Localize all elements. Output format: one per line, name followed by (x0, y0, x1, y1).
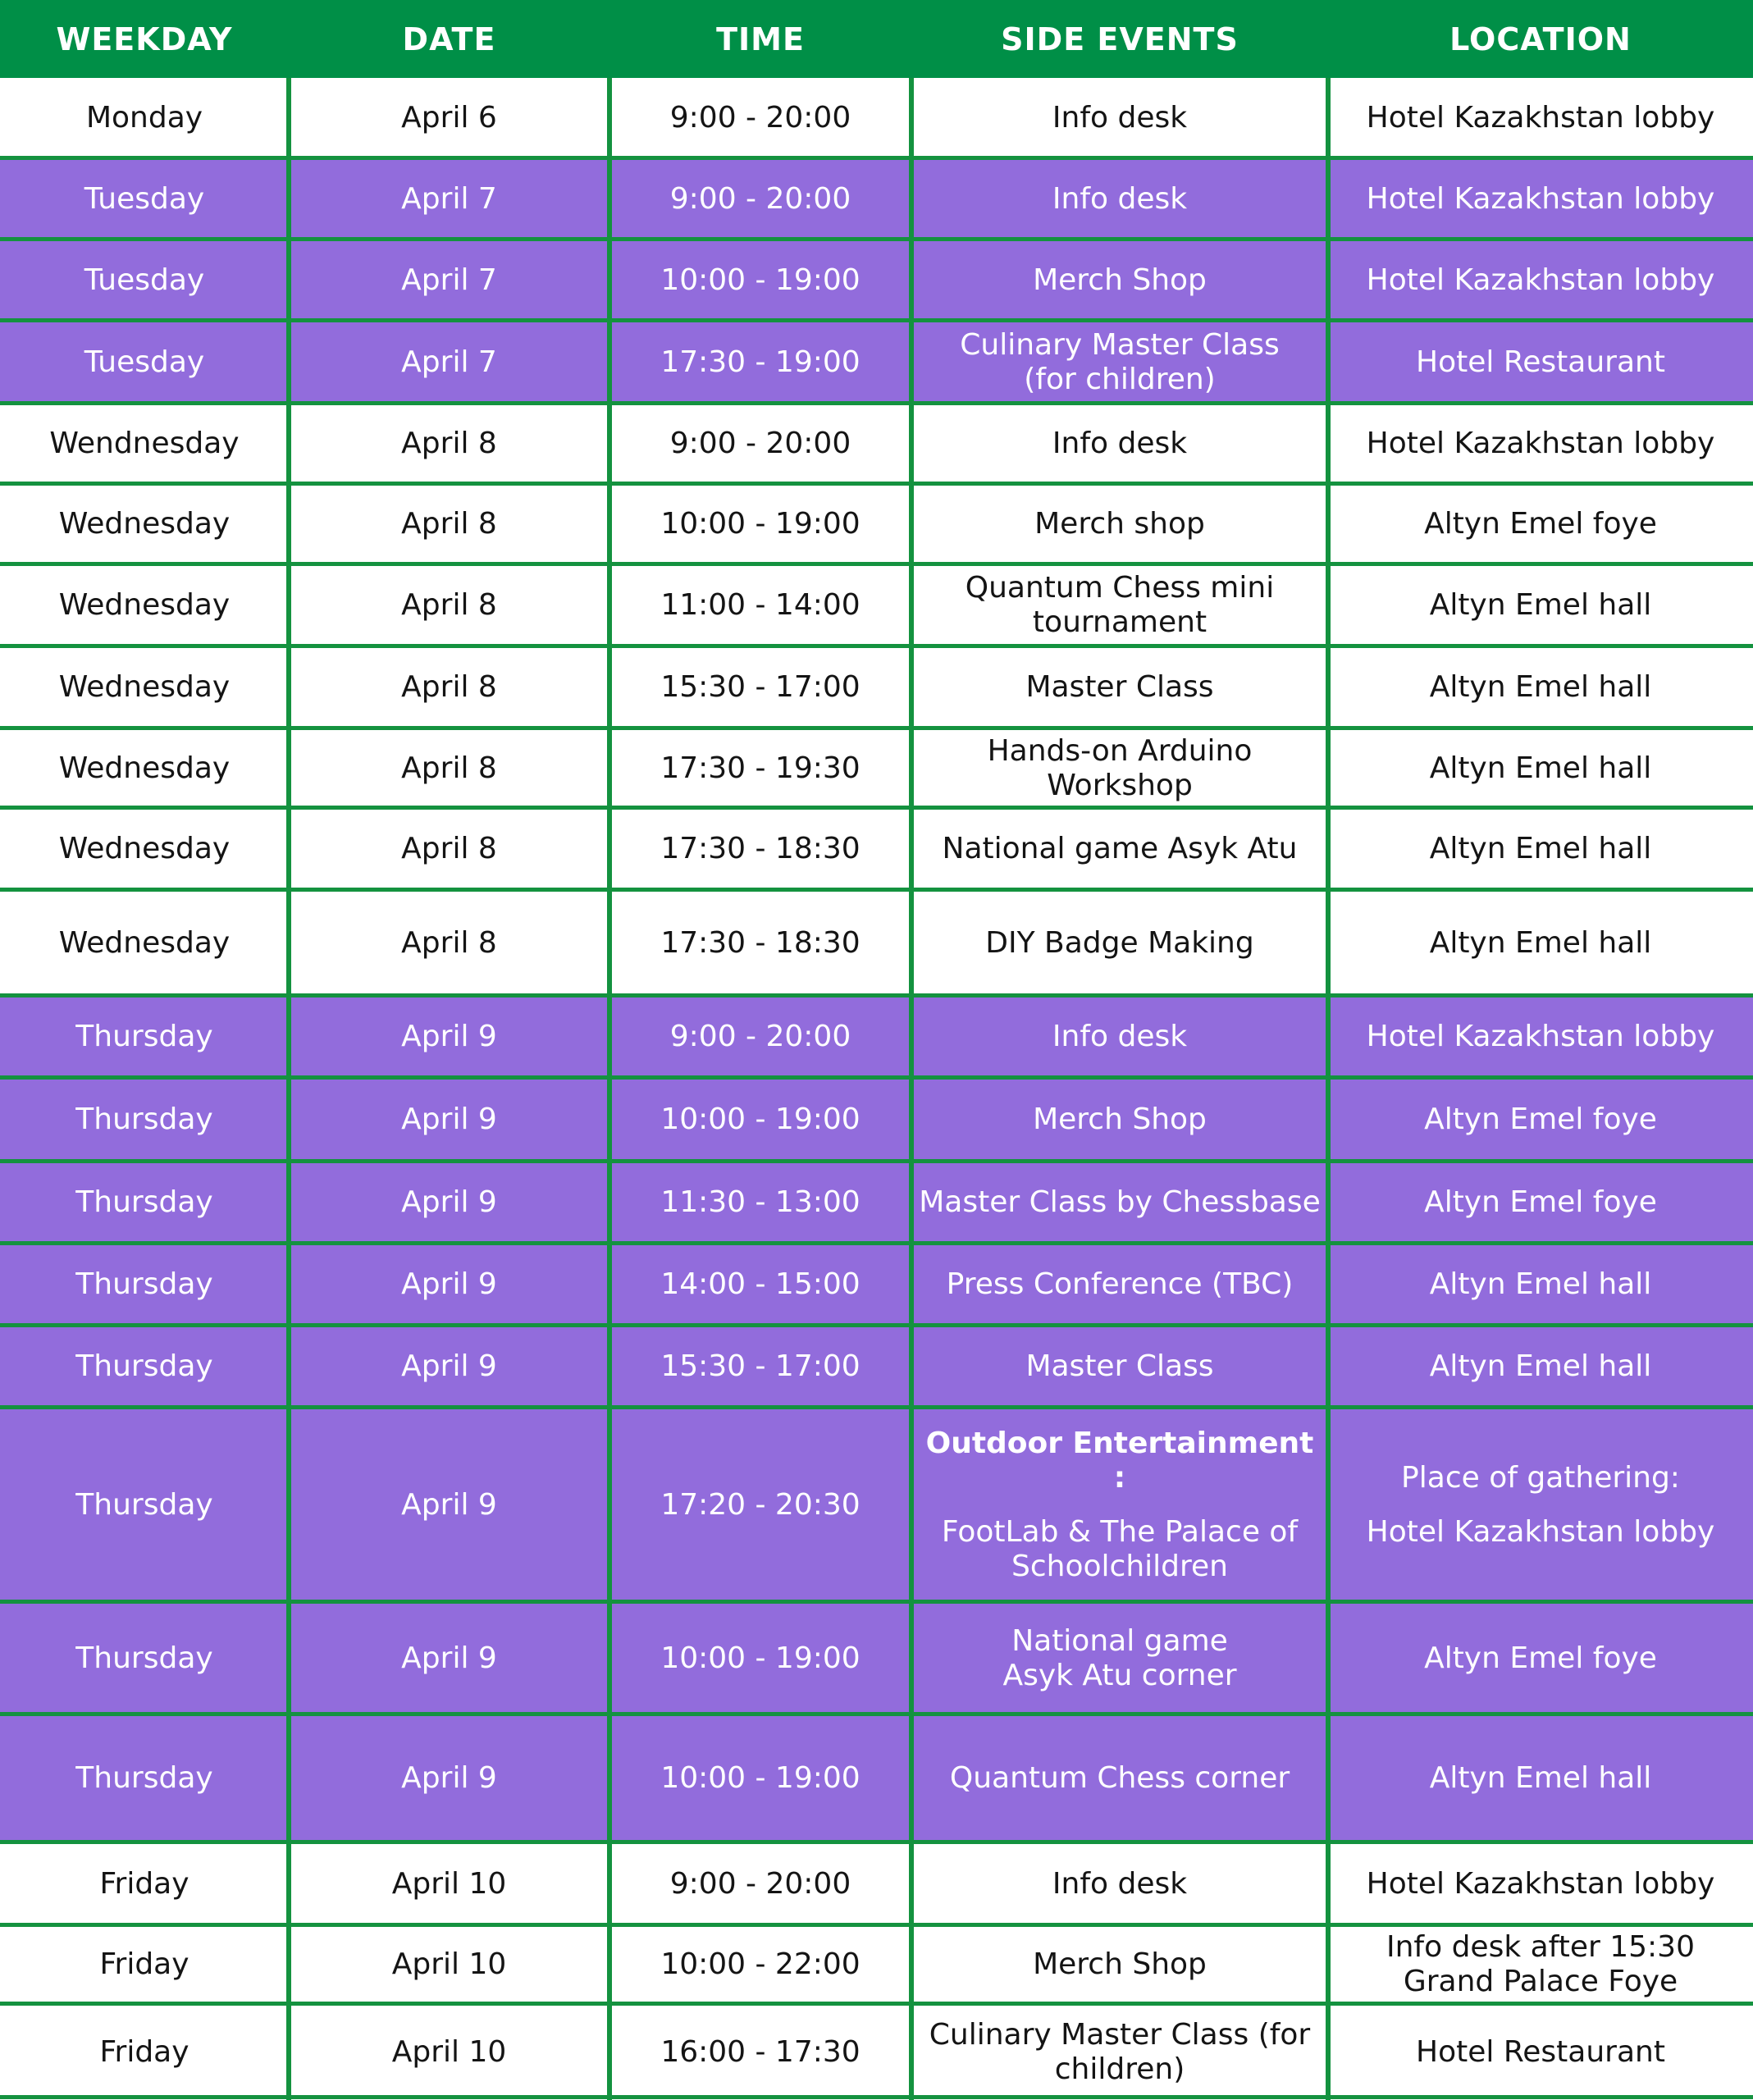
cell-text: Altyn Emel hall (1429, 1349, 1652, 1383)
cell-text: 17:30 - 18:30 (660, 832, 861, 865)
cell-text: April 9 (401, 1185, 497, 1219)
cell-text: 10:00 - 19:00 (660, 1641, 861, 1675)
cell-text: Merch shop (1034, 507, 1205, 541)
cell-date (289, 1244, 609, 1326)
cell-location (1328, 240, 1753, 321)
cell-text: Thursday (75, 1487, 213, 1522)
column-divider (1326, 78, 1331, 2100)
cell-text: April 7 (401, 345, 497, 379)
column-divider (286, 78, 291, 2100)
cell-weekday (0, 158, 289, 240)
cell-date (289, 646, 609, 728)
cell-date (289, 564, 609, 646)
cell-text: April 9 (401, 1267, 497, 1301)
cell-text: Altyn Emel hall (1429, 1267, 1652, 1301)
cell-weekday (0, 240, 289, 321)
cell-text: Schoolchildren (1011, 1549, 1228, 1583)
cell-time (609, 564, 911, 646)
cell-time (609, 484, 911, 564)
cell-date (289, 1842, 609, 1925)
cell-text: April 9 (401, 1020, 497, 1053)
cell-weekday (0, 404, 289, 484)
cell-text: Altyn Emel foye (1424, 507, 1657, 541)
column-divider (909, 78, 914, 2100)
cell-date (289, 321, 609, 404)
row-divider (0, 562, 1753, 566)
cell-text: April 9 (401, 1349, 497, 1383)
row-divider (0, 1075, 1753, 1080)
table-row (0, 1842, 1753, 1925)
cell-text: Altyn Emel hall (1429, 832, 1652, 865)
cell-text: 17:30 - 19:00 (660, 345, 861, 379)
cell-text: Hotel Restaurant (1416, 2034, 1665, 2069)
cell-text: Thursday (75, 1185, 213, 1219)
cell-event (911, 646, 1328, 728)
cell-weekday (0, 728, 289, 808)
cell-location (1328, 1162, 1753, 1244)
header-side-events: SIDE EVENTS (1001, 21, 1239, 57)
table-row (0, 728, 1753, 808)
cell-weekday (0, 1714, 289, 1842)
cell-date (289, 78, 609, 158)
cell-date (289, 1078, 609, 1162)
cell-text: Wednesday (58, 670, 231, 704)
cell-text: 11:30 - 13:00 (660, 1185, 861, 1219)
cell-text: Thursday (75, 1641, 213, 1675)
cell-text: 10:00 - 19:00 (660, 1761, 861, 1795)
cell-text: Altyn Emel foye (1424, 1102, 1657, 1136)
cell-weekday (0, 1842, 289, 1925)
cell-time (609, 404, 911, 484)
cell-text: DIY Badge Making (985, 925, 1254, 960)
cell-text: April 6 (401, 101, 497, 135)
cell-text: Altyn Emel hall (1429, 925, 1652, 960)
cell-text: 10:00 - 19:00 (660, 507, 861, 541)
cell-weekday (0, 996, 289, 1078)
row-divider (0, 1712, 1753, 1716)
cell-time (609, 1162, 911, 1244)
cell-event (911, 728, 1328, 808)
cell-text: Altyn Emel foye (1424, 1641, 1657, 1675)
cell-date (289, 1714, 609, 1842)
cell-time (609, 808, 911, 890)
table-row (0, 78, 1753, 158)
cell-text: Hotel Kazakhstan lobby (1366, 1514, 1715, 1549)
cell-text: Merch Shop (1033, 1102, 1207, 1136)
cell-location (1328, 1078, 1753, 1162)
table-row (0, 1326, 1753, 1408)
cell-event (911, 1842, 1328, 1925)
table-row (0, 158, 1753, 240)
cell-event (911, 321, 1328, 404)
cell-location (1328, 728, 1753, 808)
cell-weekday (0, 1326, 289, 1408)
cell-text: 17:20 - 20:30 (660, 1487, 861, 1522)
row-divider (0, 806, 1753, 810)
header-weekday: WEEKDAY (56, 21, 233, 57)
cell-text: 9:00 - 20:00 (669, 427, 851, 460)
cell-time (609, 1408, 911, 1602)
table-header (0, 0, 1753, 78)
cell-text: Info desk after 15:30 (1386, 1930, 1695, 1964)
row-divider (0, 156, 1753, 160)
row-divider (0, 1600, 1753, 1604)
cell-event (911, 404, 1328, 484)
table-row (0, 1602, 1753, 1714)
cell-text: Altyn Emel hall (1429, 670, 1652, 704)
table-row (0, 646, 1753, 728)
cell-event (911, 1925, 1328, 2004)
table-row (0, 1925, 1753, 2004)
cell-text: April 8 (401, 588, 497, 622)
cell-text: Hotel Kazakhstan lobby (1366, 427, 1715, 460)
cell-text: 9:00 - 20:00 (669, 181, 851, 216)
cell-text: April 8 (401, 507, 497, 541)
cell-text: Info desk (1052, 1020, 1188, 1053)
cell-weekday (0, 1925, 289, 2004)
cell-text: Hotel Kazakhstan lobby (1366, 181, 1715, 216)
table-row (0, 996, 1753, 1078)
cell-event (911, 1714, 1328, 1842)
cell-location (1328, 321, 1753, 404)
cell-time (609, 1714, 911, 1842)
cell-text: 10:00 - 19:00 (660, 1102, 861, 1136)
cell-text: Thursday (75, 1267, 213, 1301)
cell-text: Hotel Kazakhstan lobby (1366, 1866, 1715, 1901)
cell-event (911, 240, 1328, 321)
cell-location (1328, 78, 1753, 158)
row-divider (0, 1405, 1753, 1409)
cell-event (911, 1602, 1328, 1714)
cell-text: Altyn Emel hall (1429, 588, 1652, 622)
cell-location (1328, 1326, 1753, 1408)
cell-text: Monday (85, 101, 203, 135)
cell-event (911, 1162, 1328, 1244)
row-divider (0, 726, 1753, 730)
header-location: LOCATION (1449, 21, 1632, 57)
cell-date (289, 1162, 609, 1244)
cell-event (911, 996, 1328, 1078)
cell-time (609, 158, 911, 240)
cell-text: 15:30 - 17:00 (660, 1349, 861, 1383)
cell-text: April 9 (401, 1487, 497, 1522)
cell-time (609, 1326, 911, 1408)
cell-text: Tuesday (84, 345, 205, 379)
table-row (0, 2004, 1753, 2100)
cell-event (911, 78, 1328, 158)
cell-text: Culinary Master Class (for (929, 2017, 1311, 2052)
cell-text: April 10 (391, 1866, 507, 1901)
cell-location (1328, 564, 1753, 646)
cell-location (1328, 646, 1753, 728)
table-row (0, 808, 1753, 890)
cell-text: Thursday (75, 1102, 213, 1136)
cell-text: Tuesday (84, 262, 205, 297)
cell-text: FootLab & The Palace of (941, 1514, 1299, 1549)
cell-location (1328, 1602, 1753, 1714)
row-divider (0, 993, 1753, 998)
row-divider (0, 237, 1753, 241)
cell-location (1328, 2004, 1753, 2100)
cell-text: Merch Shop (1033, 1947, 1207, 1981)
cell-text: 17:30 - 19:30 (660, 751, 861, 785)
event-title: Outdoor Entertainment : (925, 1426, 1314, 1495)
cell-text: Master Class (1025, 670, 1214, 704)
row-divider (0, 1840, 1753, 1844)
cell-text: April 8 (401, 427, 497, 460)
cell-event (911, 808, 1328, 890)
cell-date (289, 158, 609, 240)
table-row (0, 890, 1753, 996)
cell-event (911, 890, 1328, 996)
cell-date (289, 1925, 609, 2004)
cell-text: 11:00 - 14:00 (660, 588, 861, 622)
cell-text: Wendnesday (49, 427, 240, 460)
cell-text: Wednesday (58, 925, 231, 960)
row-divider (0, 1323, 1753, 1327)
cell-text: National game Asyk Atu (942, 832, 1298, 865)
cell-date (289, 996, 609, 1078)
cell-text: April 8 (401, 925, 497, 960)
cell-event (911, 2004, 1328, 2100)
cell-text: Friday (99, 1947, 189, 1981)
cell-date (289, 808, 609, 890)
cell-text: April 8 (401, 670, 497, 704)
cell-text: 9:00 - 20:00 (669, 101, 851, 135)
cell-text: Hotel Kazakhstan lobby (1366, 262, 1715, 297)
cell-event (911, 1326, 1328, 1408)
cell-weekday (0, 808, 289, 890)
cell-weekday (0, 321, 289, 404)
table-row (0, 240, 1753, 321)
cell-event (911, 1244, 1328, 1326)
cell-text: Friday (99, 1866, 189, 1901)
cell-text: Info desk (1052, 427, 1188, 460)
row-divider (0, 644, 1753, 648)
cell-text: April 10 (391, 2034, 507, 2069)
cell-text: Wednesday (58, 588, 231, 622)
cell-text: children) (1054, 2052, 1185, 2086)
cell-text: 9:00 - 20:00 (669, 1866, 851, 1901)
row-divider (0, 1159, 1753, 1163)
row-divider (0, 888, 1753, 892)
table-row (0, 484, 1753, 564)
cell-location (1328, 1244, 1753, 1326)
cell-date (289, 484, 609, 564)
cell-text: Altyn Emel hall (1429, 751, 1652, 785)
cell-text: (for children) (1024, 362, 1216, 396)
cell-text: Thursday (75, 1349, 213, 1383)
cell-weekday (0, 564, 289, 646)
cell-weekday (0, 890, 289, 996)
cell-location (1328, 890, 1753, 996)
column-divider (607, 78, 612, 2100)
cell-location (1328, 404, 1753, 484)
cell-date (289, 728, 609, 808)
cell-event (911, 158, 1328, 240)
table-row (0, 1408, 1753, 1602)
cell-location (1328, 484, 1753, 564)
cell-text: Asyk Atu corner (1002, 1658, 1237, 1692)
cell-text: National game (1011, 1623, 1228, 1658)
cell-time (609, 996, 911, 1078)
cell-text: April 9 (401, 1761, 497, 1795)
cell-text: 16:00 - 17:30 (660, 2034, 861, 2069)
cell-date (289, 1602, 609, 1714)
cell-date (289, 1326, 609, 1408)
cell-date (289, 240, 609, 321)
table-row (0, 1162, 1753, 1244)
cell-weekday (0, 78, 289, 158)
table-row (0, 1078, 1753, 1162)
cell-text: tournament (1032, 605, 1207, 639)
cell-text: April 8 (401, 832, 497, 865)
cell-text: Thursday (75, 1020, 213, 1053)
cell-time (609, 321, 911, 404)
cell-weekday (0, 484, 289, 564)
table-row (0, 321, 1753, 404)
cell-time (609, 1925, 911, 2004)
table-row (0, 1244, 1753, 1326)
cell-text: Quantum Chess corner (949, 1761, 1290, 1795)
cell-time (609, 2004, 911, 2100)
cell-weekday (0, 1408, 289, 1602)
cell-text: Friday (99, 2034, 189, 2069)
header-date: DATE (402, 21, 496, 57)
cell-text: Hotel Kazakhstan lobby (1366, 101, 1715, 135)
cell-location (1328, 1842, 1753, 1925)
cell-time (609, 728, 911, 808)
cell-text: Press Conference (TBC) (946, 1267, 1294, 1301)
cell-text: Wednesday (58, 507, 231, 541)
cell-text: 9:00 - 20:00 (669, 1020, 851, 1053)
cell-time (609, 1078, 911, 1162)
row-divider (0, 1241, 1753, 1245)
cell-time (609, 240, 911, 321)
cell-time (609, 1842, 911, 1925)
cell-text: Quantum Chess mini (965, 571, 1275, 605)
cell-time (609, 1602, 911, 1714)
cell-text: Wednesday (58, 751, 231, 785)
cell-time (609, 646, 911, 728)
cell-text: 14:00 - 15:00 (660, 1267, 861, 1301)
cell-text: April 8 (401, 751, 497, 785)
cell-weekday (0, 1602, 289, 1714)
cell-event (911, 1078, 1328, 1162)
row-divider (0, 2095, 1753, 2099)
cell-weekday (0, 1244, 289, 1326)
cell-text: Tuesday (84, 181, 205, 216)
cell-text: Master Class (1025, 1349, 1214, 1383)
cell-date (289, 890, 609, 996)
cell-location (1328, 1408, 1753, 1602)
cell-event (911, 484, 1328, 564)
cell-event (911, 564, 1328, 646)
cell-location (1328, 808, 1753, 890)
cell-text: Grand Palace Foye (1403, 1965, 1678, 1998)
cell-weekday (0, 1162, 289, 1244)
cell-text: April 9 (401, 1641, 497, 1675)
cell-text: Merch Shop (1033, 262, 1207, 297)
cell-text: Wednesday (58, 832, 231, 865)
location-title: Place of gathering: (1401, 1460, 1680, 1495)
cell-text: 17:30 - 18:30 (660, 925, 861, 960)
cell-date (289, 2004, 609, 2100)
cell-time (609, 1244, 911, 1326)
cell-text: 15:30 - 17:00 (660, 670, 861, 704)
cell-location (1328, 1714, 1753, 1842)
row-divider (0, 318, 1753, 322)
row-divider (0, 1923, 1753, 1927)
header-time: TIME (716, 21, 805, 57)
cell-date (289, 1408, 609, 1602)
table-row (0, 404, 1753, 484)
cell-weekday (0, 1078, 289, 1162)
cell-text: Hotel Restaurant (1416, 345, 1665, 379)
cell-text: April 7 (401, 181, 497, 216)
cell-location (1328, 996, 1753, 1078)
cell-event (911, 1408, 1328, 1602)
row-divider (0, 2002, 1753, 2006)
row-divider (0, 401, 1753, 405)
cell-location (1328, 1925, 1753, 2004)
cell-text: 10:00 - 19:00 (660, 262, 861, 297)
cell-text: Altyn Emel hall (1429, 1761, 1652, 1795)
cell-text: Hotel Kazakhstan lobby (1366, 1020, 1715, 1053)
cell-text: Culinary Master Class (960, 327, 1280, 362)
cell-text: Thursday (75, 1761, 213, 1795)
cell-text: Hands-on Arduino Workshop (987, 733, 1253, 802)
cell-time (609, 890, 911, 996)
cell-text: 10:00 - 22:00 (660, 1947, 861, 1981)
cell-text: April 10 (391, 1947, 507, 1981)
cell-text: April 9 (401, 1102, 497, 1136)
cell-weekday (0, 646, 289, 728)
cell-text: Info desk (1052, 1866, 1188, 1901)
cell-text: Info desk (1052, 181, 1188, 216)
cell-location (1328, 158, 1753, 240)
row-divider (0, 482, 1753, 486)
cell-time (609, 78, 911, 158)
cell-date (289, 404, 609, 484)
cell-text: Altyn Emel foye (1424, 1185, 1657, 1219)
cell-text: Info desk (1052, 101, 1188, 135)
cell-weekday (0, 2004, 289, 2100)
cell-text: Master Class by Chessbase (919, 1185, 1321, 1219)
table-row (0, 1714, 1753, 1842)
table-row (0, 564, 1753, 646)
cell-text: April 7 (401, 262, 497, 297)
